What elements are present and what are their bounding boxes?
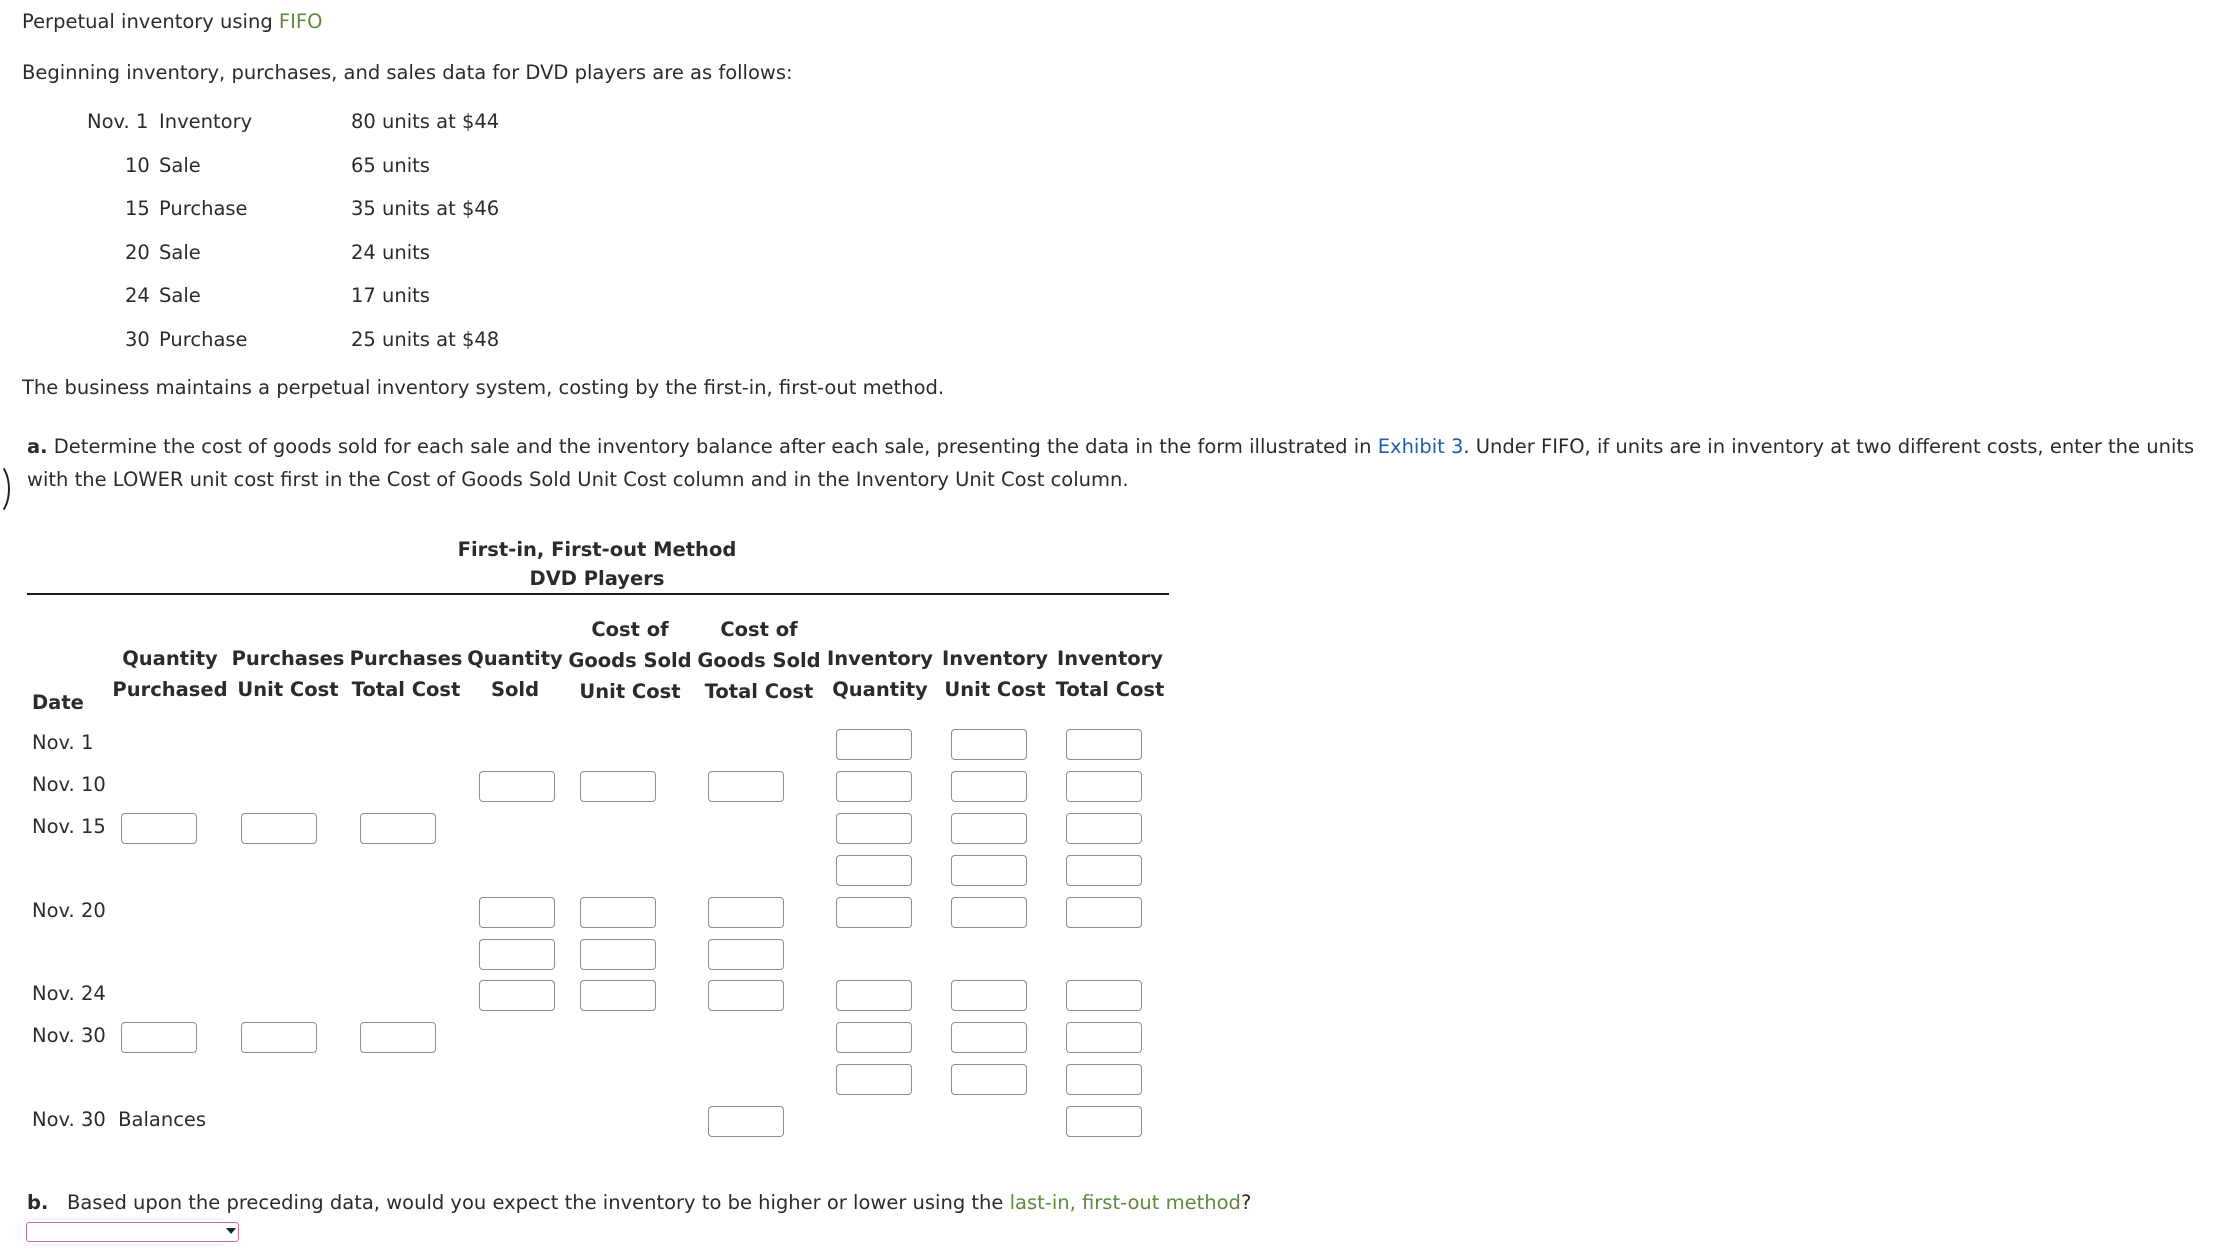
input-nov24-inventory-unit-cost[interactable] — [951, 980, 1027, 1011]
col-header-inventory-total-cost: Inventory Total Cost — [1055, 647, 1165, 701]
input-nov24-cogs-total-cost[interactable] — [708, 980, 784, 1011]
input-nov20-inventory-unit-cost[interactable] — [951, 897, 1027, 928]
part-a-line1: a. Determine the cost of goods sold for each sale and the inventory balance after each sale, presenting the data in the form illustrated in Exhibit 3. Under FIFO, if units are in inventory at two different costs, enter the units — [27, 435, 2195, 458]
table-title-rule — [27, 593, 1169, 595]
fifo-link[interactable]: FIFO — [278, 10, 323, 33]
input-nov30-quantity-purchased[interactable] — [121, 1022, 197, 1053]
input-nov24-quantity-sold[interactable] — [479, 980, 555, 1011]
event-detail: 25 units at $48 — [351, 328, 500, 351]
input-nov10-quantity-sold[interactable] — [479, 771, 555, 802]
input-nov20-cogs-unit-cost-2[interactable] — [580, 939, 656, 970]
row-label: Nov. 15 — [32, 815, 106, 838]
row-label: Nov. 1 — [32, 731, 94, 754]
event-detail: 80 units at $44 — [351, 110, 500, 133]
row-label: Nov. 30 — [32, 1024, 106, 1047]
event-date: 10 — [125, 154, 150, 177]
event-date: 20 — [125, 241, 150, 264]
input-nov30-inventory-unit-cost-2[interactable] — [951, 1064, 1027, 1095]
col-header-cogs-unit-cost: Cost of Goods Sold Unit Cost — [568, 618, 692, 703]
event-type: Purchase — [159, 328, 248, 351]
input-nov1-inventory-total-cost[interactable] — [1066, 729, 1142, 760]
col-header-cogs-total-cost: Cost of Goods Sold Total Cost — [697, 618, 821, 703]
date-column-header: Date — [32, 691, 84, 714]
input-nov15-inventory-unit-cost-2[interactable] — [951, 855, 1027, 886]
input-nov10-cogs-total-cost[interactable] — [708, 771, 784, 802]
event-type: Purchase — [159, 197, 248, 220]
event-detail: 35 units at $46 — [351, 197, 500, 220]
left-edge-mark — [0, 462, 10, 516]
lifo-link[interactable]: last-in, first-out method — [1009, 1191, 1241, 1214]
input-nov15-inventory-quantity-2[interactable] — [836, 855, 912, 886]
input-nov24-inventory-quantity[interactable] — [836, 980, 912, 1011]
higher-lower-dropdown[interactable] — [26, 1222, 239, 1242]
col-header-inventory-unit-cost: Inventory Unit Cost — [941, 647, 1048, 701]
input-nov10-inventory-quantity[interactable] — [836, 771, 912, 802]
input-nov20-quantity-sold-1[interactable] — [479, 897, 555, 928]
event-detail: 24 units — [351, 241, 430, 264]
input-nov10-inventory-total-cost[interactable] — [1066, 771, 1142, 802]
table-subtitle: DVD Players — [529, 567, 665, 590]
col-header-quantity-purchased: Quantity Purchased — [112, 647, 228, 701]
chevron-down-icon — [226, 1228, 236, 1234]
input-nov30-purchases-total-cost[interactable] — [360, 1022, 436, 1053]
input-nov20-inventory-quantity[interactable] — [836, 897, 912, 928]
input-nov30-purchases-unit-cost[interactable] — [241, 1022, 317, 1053]
input-nov24-inventory-total-cost[interactable] — [1066, 980, 1142, 1011]
event-date: 30 — [125, 328, 150, 351]
input-nov30-inventory-total-cost-2[interactable] — [1066, 1064, 1142, 1095]
row-label: Nov. 30 Balances — [32, 1108, 207, 1131]
input-nov15-quantity-purchased[interactable] — [121, 813, 197, 844]
intro-text: Beginning inventory, purchases, and sales data for DVD players are as follows: — [22, 61, 793, 84]
event-detail: 17 units — [351, 284, 430, 307]
event-type: Inventory — [159, 110, 253, 133]
input-nov30-inventory-unit-cost-1[interactable] — [951, 1022, 1027, 1053]
input-nov30-inventory-total-cost-1[interactable] — [1066, 1022, 1142, 1053]
input-nov15-purchases-total-cost[interactable] — [360, 813, 436, 844]
row-label: Nov. 10 — [32, 773, 106, 796]
input-nov15-inventory-unit-cost-1[interactable] — [951, 813, 1027, 844]
input-nov15-inventory-total-cost-1[interactable] — [1066, 813, 1142, 844]
event-date: 24 — [125, 284, 150, 307]
input-nov10-cogs-unit-cost[interactable] — [580, 771, 656, 802]
event-date: 15 — [125, 197, 150, 220]
input-nov30-inventory-quantity-1[interactable] — [836, 1022, 912, 1053]
row-label: Nov. 20 — [32, 899, 106, 922]
col-header-purchases-total-cost: Purchases Total Cost — [349, 647, 463, 701]
input-nov1-inventory-unit-cost[interactable] — [951, 729, 1027, 760]
input-nov10-inventory-unit-cost[interactable] — [951, 771, 1027, 802]
col-header-inventory-quantity: Inventory Quantity — [826, 647, 933, 701]
event-type: Sale — [159, 284, 201, 307]
input-nov1-inventory-quantity[interactable] — [836, 729, 912, 760]
page-title: Perpetual inventory using FIFO — [22, 10, 323, 33]
row-label: Nov. 24 — [32, 982, 106, 1005]
input-nov20-inventory-total-cost[interactable] — [1066, 897, 1142, 928]
input-nov20-cogs-unit-cost-1[interactable] — [580, 897, 656, 928]
col-header-purchases-unit-cost: Purchases Unit Cost — [231, 647, 345, 701]
input-nov24-cogs-unit-cost[interactable] — [580, 980, 656, 1011]
input-nov20-cogs-total-cost-2[interactable] — [708, 939, 784, 970]
system-note: The business maintains a perpetual inventory system, costing by the first-in, first-out method. — [22, 376, 945, 399]
input-nov20-cogs-total-cost-1[interactable] — [708, 897, 784, 928]
input-nov15-purchases-unit-cost[interactable] — [241, 813, 317, 844]
input-nov20-quantity-sold-2[interactable] — [479, 939, 555, 970]
event-date: Nov. 1 — [87, 110, 149, 133]
event-detail: 65 units — [351, 154, 430, 177]
event-type: Sale — [159, 241, 201, 264]
input-balance-cogs-total-cost[interactable] — [708, 1106, 784, 1137]
part-a-line2: with the LOWER unit cost first in the Cost of Goods Sold Unit Cost column and in the Inventory Unit Cost column. — [27, 468, 1129, 491]
input-nov15-inventory-total-cost-2[interactable] — [1066, 855, 1142, 886]
part-b-question: b. Based upon the preceding data, would you expect the inventory to be higher or lower using the last-in, first-out method? — [27, 1191, 1252, 1214]
table-title: First-in, First-out Method — [457, 538, 737, 561]
input-nov30-inventory-quantity-2[interactable] — [836, 1064, 912, 1095]
event-type: Sale — [159, 154, 201, 177]
col-header-quantity-sold: Quantity Sold — [467, 647, 563, 701]
exhibit-3-link[interactable]: Exhibit 3 — [1377, 435, 1464, 458]
input-balance-inventory-total-cost[interactable] — [1066, 1106, 1142, 1137]
input-nov15-inventory-quantity-1[interactable] — [836, 813, 912, 844]
